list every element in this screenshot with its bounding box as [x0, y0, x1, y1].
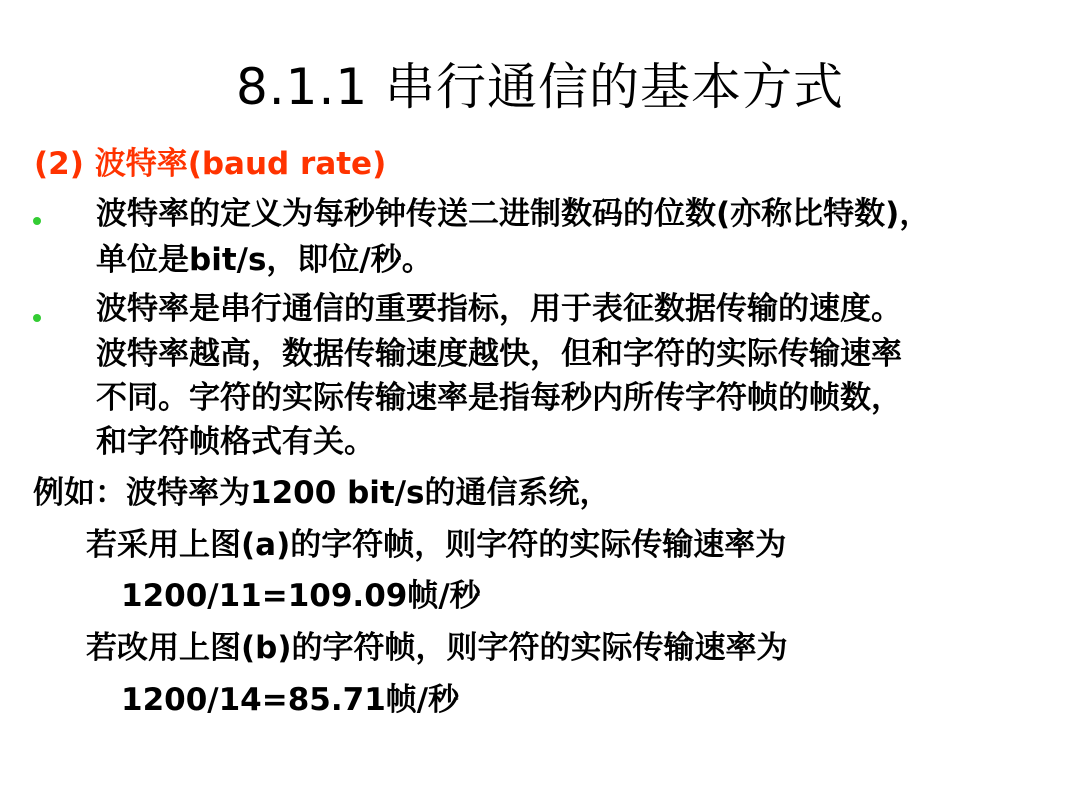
example-result-b: 1200/14=85.71帧/秒	[121, 682, 460, 718]
example-case-b: 若改用上图(b)的字符帧，则字符的实际传输速率为	[86, 630, 788, 666]
bullet-2-line-4: 和字符帧格式有关。	[96, 424, 375, 460]
bullet-dot-icon	[33, 314, 41, 322]
bullet-1-line-2: 单位是bit/s，即位/秒。	[96, 242, 433, 278]
example-case-a: 若采用上图(a)的字符帧，则字符的实际传输速率为	[86, 527, 787, 563]
page-title: 8.1.1 串行通信的基本方式	[235, 58, 845, 116]
bullet-2-line-3: 不同。字符的实际传输速率是指每秒内所传字符帧的帧数，	[96, 380, 902, 416]
bullet-2-line-1: 波特率是串行通信的重要指标，用于表征数据传输的速度。	[96, 291, 902, 327]
bullet-dot-icon	[33, 217, 41, 225]
subheading-baud-rate: (2) 波特率(baud rate)	[34, 146, 387, 182]
example-intro: 例如：波特率为1200 bit/s的通信系统，	[33, 475, 611, 511]
example-result-a: 1200/11=109.09帧/秒	[121, 578, 481, 614]
bullet-1-line-1: 波特率的定义为每秒钟传送二进制数码的位数(亦称比特数)，	[96, 196, 931, 232]
bullet-2-line-2: 波特率越高，数据传输速度越快，但和字符的实际传输速率	[96, 336, 902, 372]
